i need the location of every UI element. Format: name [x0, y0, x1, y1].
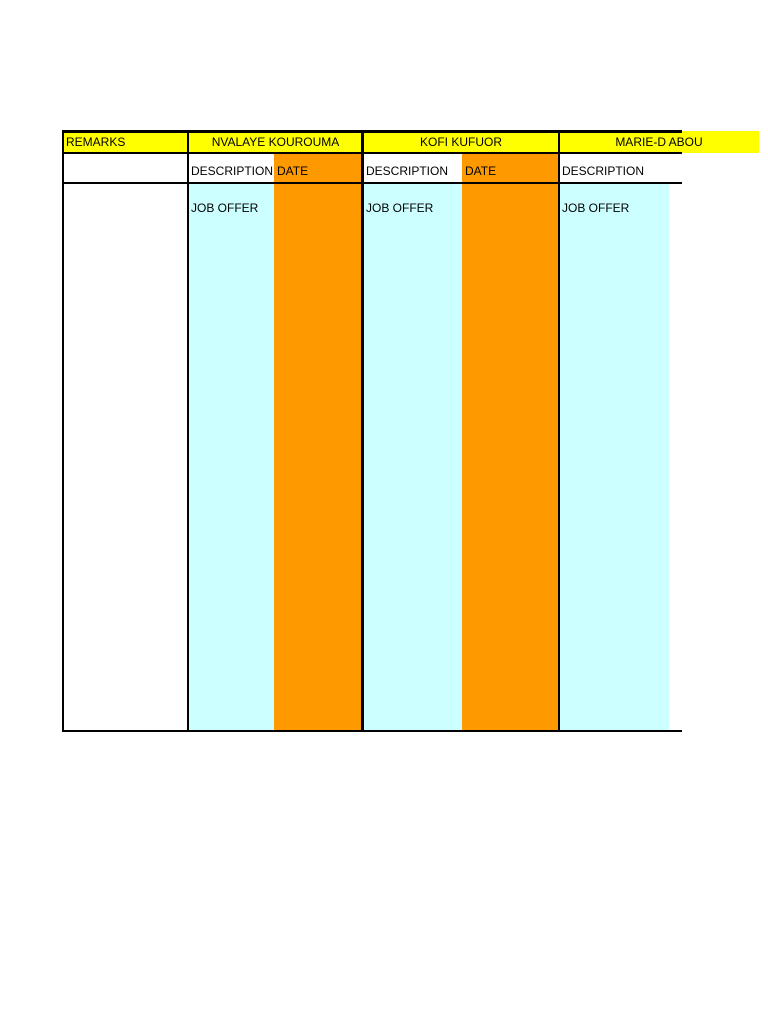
date-cell-1[interactable] [274, 183, 363, 731]
remarks-header[interactable]: REMARKS [63, 131, 188, 153]
description-header-1[interactable]: DESCRIPTION [191, 164, 274, 178]
top-border [62, 130, 682, 133]
bottom-border [62, 730, 682, 732]
date-header-2[interactable]: DATE [462, 153, 559, 183]
description-header-2[interactable]: DESCRIPTION [366, 164, 449, 178]
remarks-body-cell[interactable] [63, 183, 188, 731]
description-cell-1[interactable]: JOB OFFER [188, 183, 274, 731]
remarks-right-border [187, 130, 189, 732]
person-header-nvalaye-kourouma[interactable]: NVALAYE KOUROUMA [188, 131, 363, 153]
date-header-1[interactable]: DATE [274, 153, 363, 183]
description-cell-3[interactable]: JOB OFFER [559, 183, 669, 731]
header-bottom-border [62, 152, 682, 154]
left-border [62, 130, 64, 732]
subheader-bottom-border [62, 182, 682, 184]
description-cell-2[interactable]: JOB OFFER [363, 183, 462, 731]
description-header-3[interactable]: DESCRIPTION [562, 164, 645, 178]
person-header-kofi-kufuor[interactable]: KOFI KUFUOR [363, 131, 559, 153]
person1-right-border [361, 130, 364, 732]
remarks-subheader-cell[interactable] [63, 153, 188, 183]
person-header-marie-d-abou[interactable]: MARIE-D ABOU [559, 131, 759, 153]
person2-right-border [558, 130, 560, 732]
date-cell-2[interactable] [462, 183, 559, 731]
